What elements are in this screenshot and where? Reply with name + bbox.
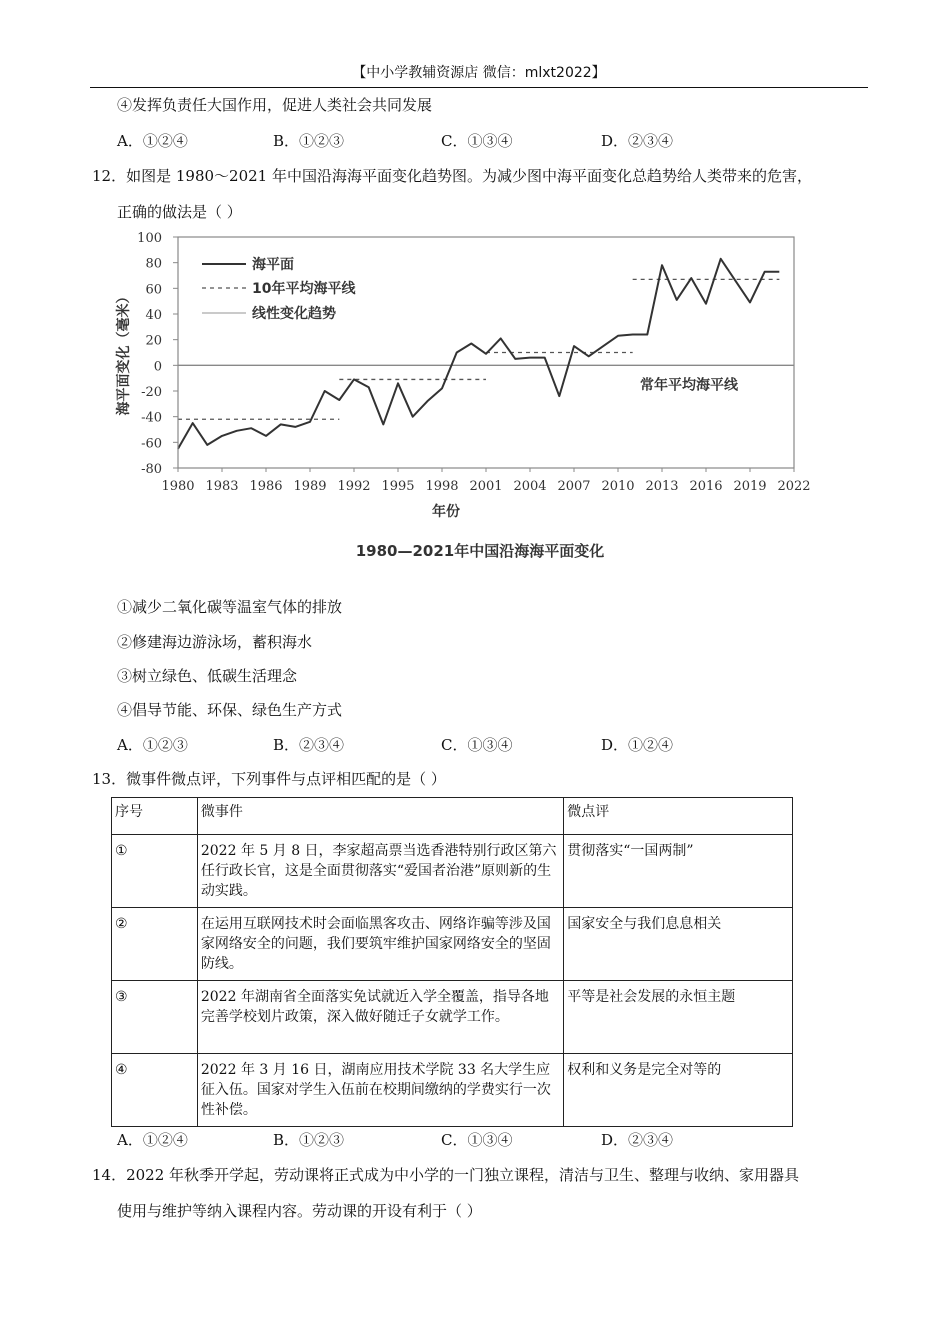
q13-option-d: D．②③④ xyxy=(601,1131,674,1149)
x-tick-label: 2022 xyxy=(777,479,811,494)
q12-item-3: ③树立绿色、低碳生活理念 xyxy=(117,667,298,685)
y-tick-label: 20 xyxy=(145,333,162,349)
y-tick-label: 80 xyxy=(145,256,162,272)
row-event: 2022 年 3 月 16 日，湖南应用技术学院 33 名大学生应征入伍。国家对学生入伍前在校期间缴纳的学费实行一次性补偿。 xyxy=(197,1054,563,1127)
row-comment: 平等是社会发展的永恒主题 xyxy=(564,981,793,1054)
x-tick-label: 1986 xyxy=(249,479,283,494)
q13-stem: 13．微事件微点评，下列事件与点评相匹配的是（ ） xyxy=(92,770,446,788)
x-tick-label: 2007 xyxy=(557,479,591,494)
x-tick-label: 1983 xyxy=(205,479,239,494)
x-tick-label: 1992 xyxy=(337,479,371,494)
y-tick-label: 40 xyxy=(145,308,162,323)
q12-option-d: D．①②④ xyxy=(601,736,674,754)
x-tick-label: 2010 xyxy=(601,479,635,494)
y-tick-label: -40 xyxy=(141,410,162,426)
q13-option-c: C．①③④ xyxy=(441,1131,513,1149)
q11-option-b: B．①②③ xyxy=(273,132,345,150)
table-row xyxy=(112,908,793,981)
q14-stem-line-1: 14．2022 年秋季开学起，劳动课将正式成为中小学的一门独立课程，清洁与卫生、整理与收纳、家用器具 xyxy=(92,1166,800,1184)
q12-item-2: ②修建海边游泳场，蓄积海水 xyxy=(117,633,313,651)
legend-label: 海平面 xyxy=(252,257,294,273)
q11-option-c: C．①③④ xyxy=(441,132,513,150)
q12-option-a: A．①②③ xyxy=(117,736,188,754)
page-header: 【中小学教辅资源店 微信：mlxt2022】 xyxy=(352,65,606,81)
row-comment: 贯彻落实“一国两制” xyxy=(564,835,793,908)
row-comment: 国家安全与我们息息相关 xyxy=(564,908,793,981)
sea-level-chart xyxy=(100,228,860,528)
x-tick-label: 1995 xyxy=(381,479,415,494)
x-tick-label: 1980 xyxy=(161,479,195,494)
q12-stem-line-1: 12．如图是 1980～2021 年中国沿海海平面变化趋势图。为减少图中海平面变化总趋势给人类带来的危害， xyxy=(92,167,812,185)
y-axis-label: 海平面变化（毫米） xyxy=(116,289,132,416)
chart-title: 1980—2021年中国沿海海平面变化 xyxy=(355,542,605,560)
row-index: ① xyxy=(112,835,198,908)
y-tick-label: -60 xyxy=(141,436,162,452)
q11-option-d: D．②③④ xyxy=(601,132,674,150)
x-tick-label: 2013 xyxy=(645,479,679,494)
x-tick-label: 2001 xyxy=(469,479,503,494)
q12-item-1: ①减少二氧化碳等温室气体的排放 xyxy=(117,598,343,616)
baseline-label: 常年平均海平线 xyxy=(640,377,738,394)
row-comment: 权利和义务是完全对等的 xyxy=(564,1054,793,1127)
q11-option-a: A．①②④ xyxy=(117,132,188,150)
y-tick-label: -80 xyxy=(141,462,162,477)
table-row xyxy=(112,981,793,1054)
table-row xyxy=(112,1054,793,1127)
header-comment: 微点评 xyxy=(564,798,793,835)
table-header-row xyxy=(112,798,793,835)
x-tick-label: 2016 xyxy=(689,479,723,494)
q12-option-b: B．②③④ xyxy=(273,736,345,754)
x-tick-label: 1998 xyxy=(425,479,459,494)
header-event: 微事件 xyxy=(197,798,563,835)
q11-item-4: ④发挥负责任大国作用，促进人类社会共同发展 xyxy=(117,96,433,114)
table-row xyxy=(112,835,793,908)
row-index: ② xyxy=(112,908,198,981)
y-tick-label: 60 xyxy=(145,282,162,298)
events-table xyxy=(111,797,793,1127)
y-tick-label: -20 xyxy=(141,385,162,400)
row-event: 2022 年 5 月 8 日，李家超高票当选香港特别行政区第六任行政长官，这是全面贯彻落实“爱国者治港”原则新的生动实践。 xyxy=(197,835,563,908)
q14-stem-line-2: 使用与维护等纳入课程内容。劳动课的开设有利于（ ） xyxy=(117,1202,482,1220)
y-tick-label: 100 xyxy=(137,231,162,246)
row-index: ④ xyxy=(112,1054,198,1127)
x-tick-label: 2019 xyxy=(733,479,767,494)
header-index: 序号 xyxy=(112,798,198,835)
row-event: 在运用互联网技术时会面临黑客攻击、网络诈骗等涉及国家网络安全的问题，我们要筑牢维护国家网络安全的坚固防线。 xyxy=(197,908,563,981)
q13-option-b: B．①②③ xyxy=(273,1131,345,1149)
x-axis-label: 年份 xyxy=(432,504,460,520)
legend-label: 线性变化趋势 xyxy=(252,306,336,322)
x-tick-label: 1989 xyxy=(293,479,327,494)
x-tick-label: 2004 xyxy=(513,479,547,494)
legend-label: 10年平均海平线 xyxy=(252,281,356,297)
header-divider xyxy=(90,87,868,88)
q12-stem-line-2: 正确的做法是（ ） xyxy=(117,203,242,221)
q13-option-a: A．①②④ xyxy=(117,1131,188,1149)
row-index: ③ xyxy=(112,981,198,1054)
y-tick-label: 0 xyxy=(153,359,162,375)
row-event: 2022 年湖南省全面落实免试就近入学全覆盖，指导各地完善学校划片政策，深入做好随迁子女就学工作。 xyxy=(197,981,563,1054)
q12-option-c: C．①③④ xyxy=(441,736,513,754)
q12-item-4: ④倡导节能、环保、绿色生产方式 xyxy=(117,701,343,719)
